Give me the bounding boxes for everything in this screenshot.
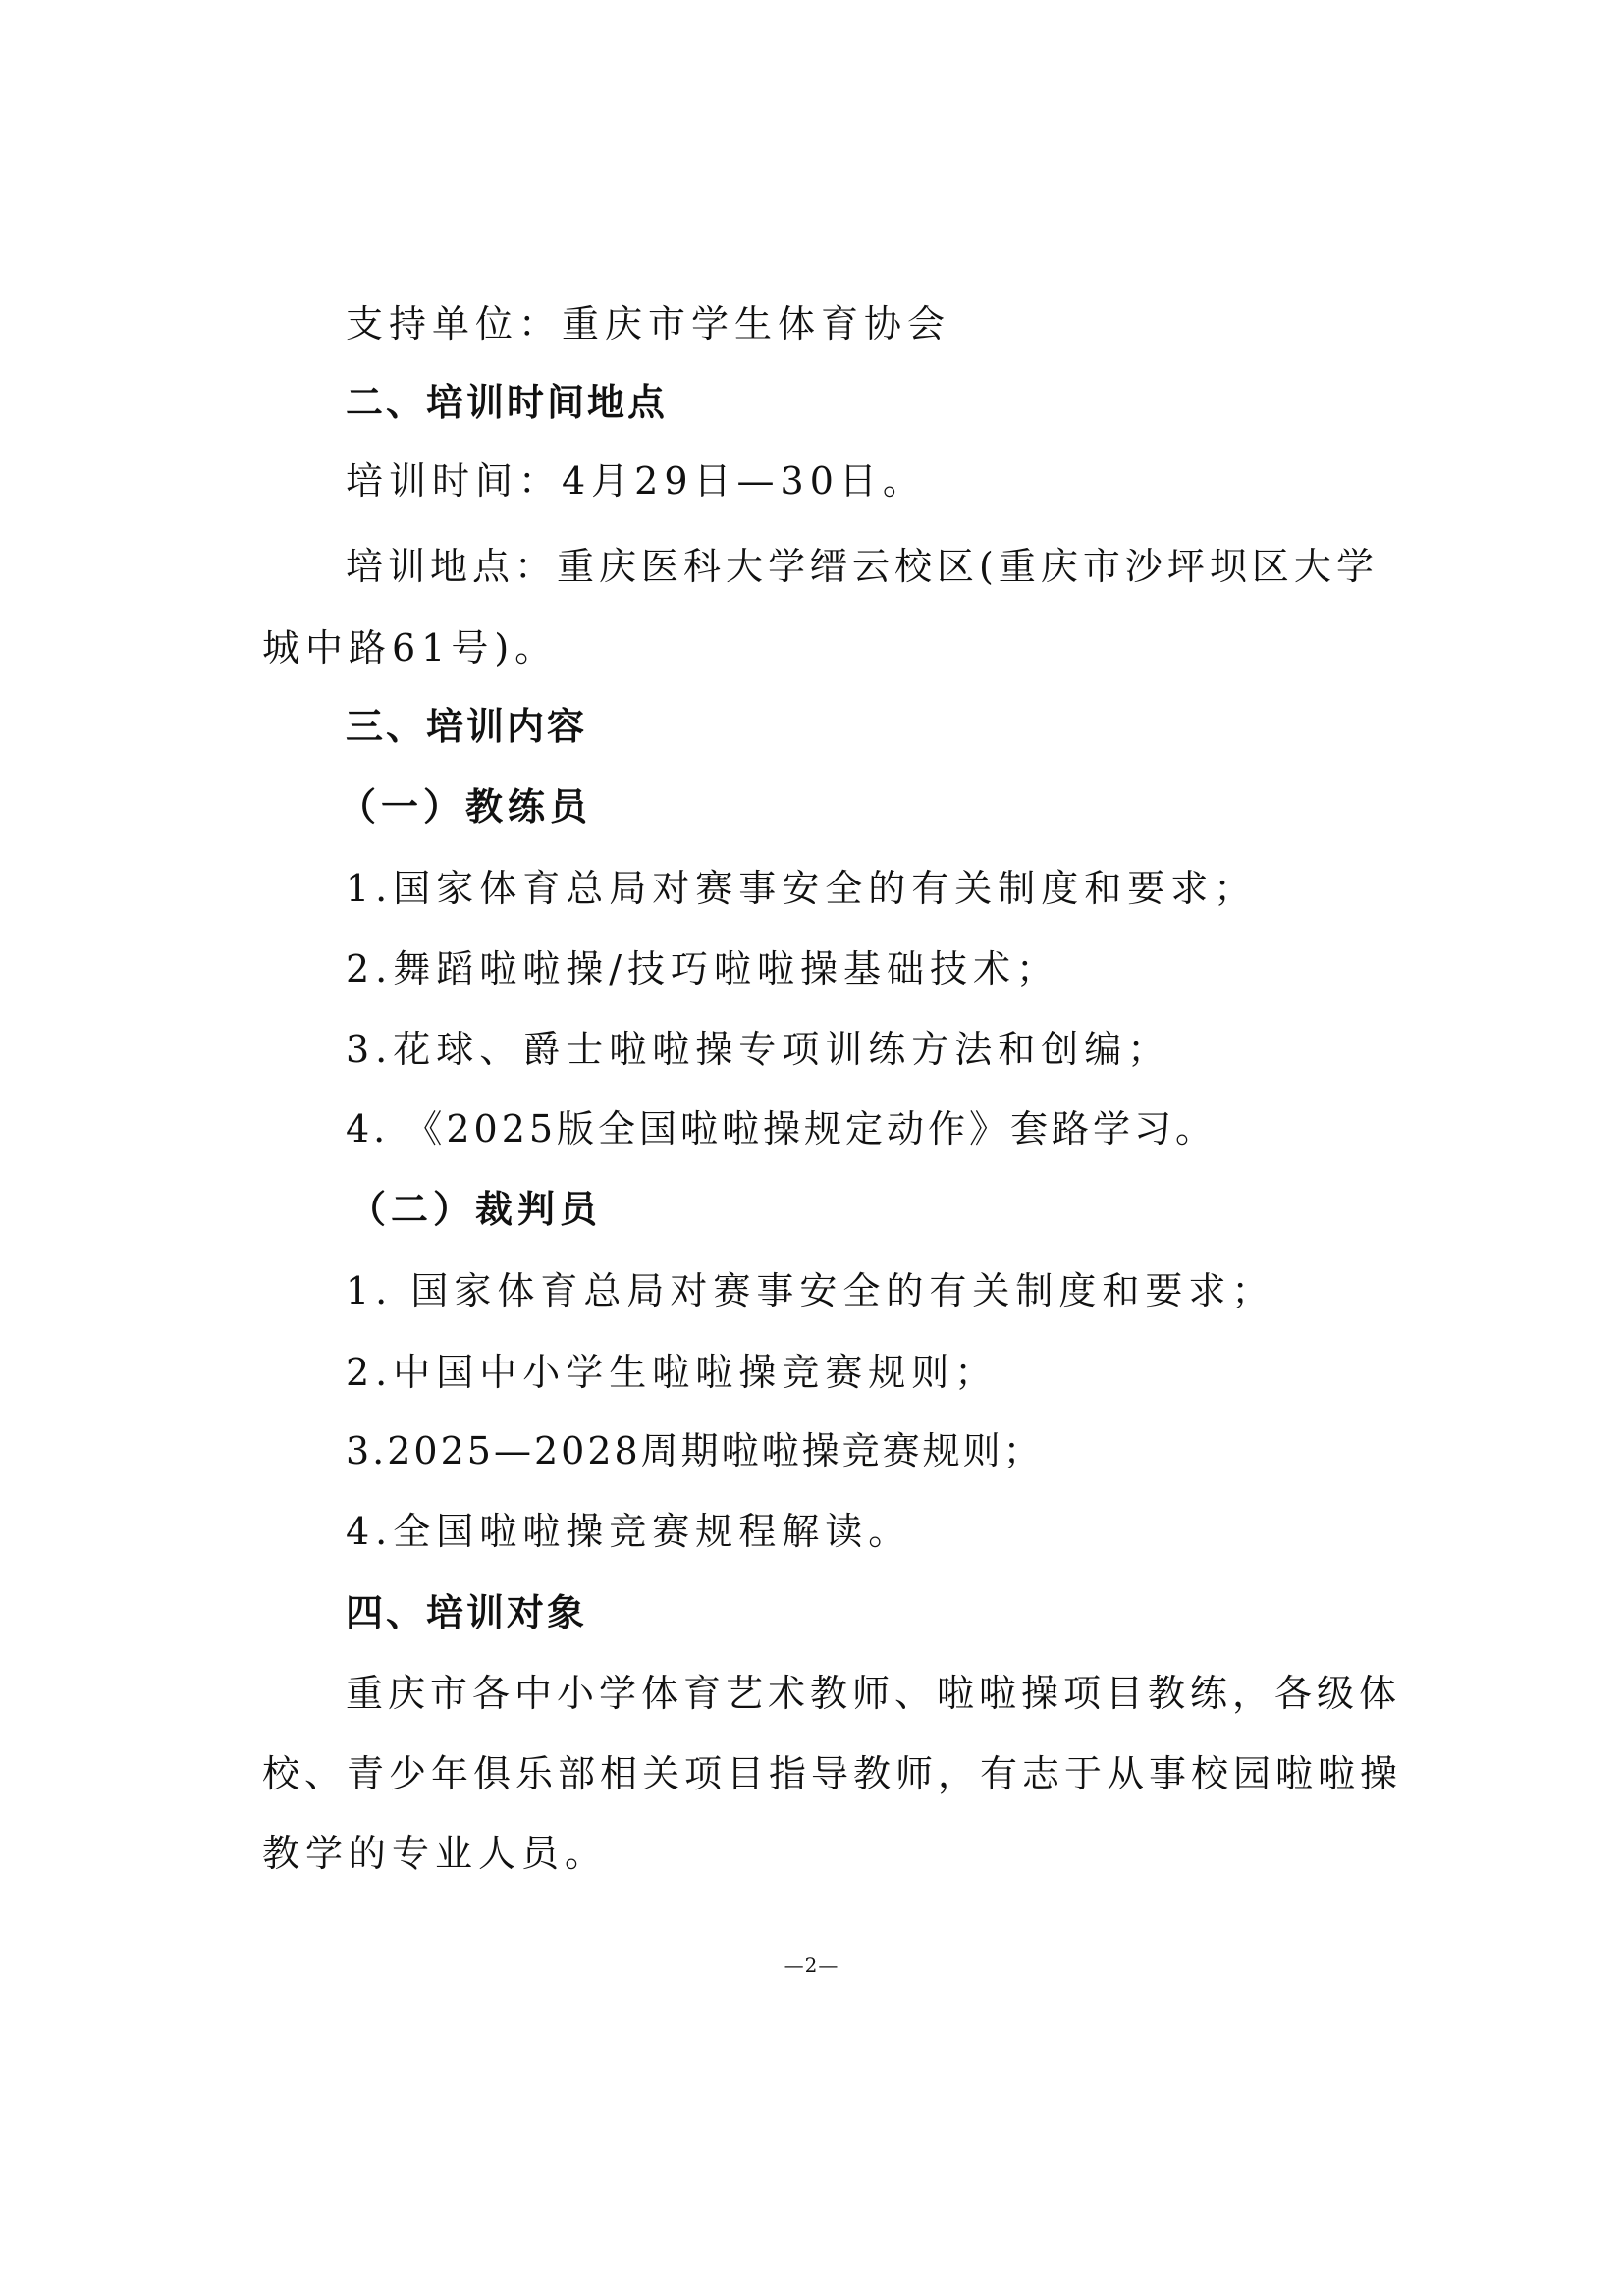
section-2-heading: 二、培训时间地点 [346,381,669,424]
training-location-line2: 城中路61号)。 [262,626,559,669]
referee-item-3: 3.2025—2028周期啦啦操竞赛规则； [346,1429,1044,1472]
audience-line3: 教学的专业人员。 [262,1832,609,1875]
coach-item-4: 4. 《2025版全国啦啦操规定动作》套路学习。 [346,1107,1217,1150]
coach-item-3: 3.花球、爵士啦啦操专项训练方法和创编； [346,1028,1171,1071]
section-4-heading: 四、培训对象 [346,1591,588,1634]
section-3-heading: 三、培训内容 [346,705,588,748]
training-time: 培训时间：4月29日—30日。 [346,459,926,503]
page-number: —2— [784,1953,839,1977]
referee-item-4: 4.全国啦啦操竞赛规程解读。 [346,1510,912,1553]
training-location-line1: 培训地点：重庆医科大学缙云校区(重庆市沙坪坝区大学 [346,545,1379,588]
audience-line1: 重庆市各中小学体育艺术教师、啦啦操项目教练，各级体 [346,1672,1402,1715]
audience-line2: 校、青少年俱乐部相关项目指导教师，有志于从事校园啦啦操 [262,1752,1403,1795]
support-unit: 支持单位：重庆市学生体育协会 [346,302,951,346]
coach-item-1: 1.国家体育总局对赛事安全的有关制度和要求； [346,867,1258,910]
coach-item-2: 2.舞蹈啦啦操/技巧啦啦操基础技术； [346,947,1060,990]
coach-heading: （一）教练员 [339,784,593,828]
referee-item-1: 1. 国家体育总局对赛事安全的有关制度和要求； [346,1269,1275,1312]
referee-heading: （二）裁判员 [349,1187,603,1231]
referee-item-2: 2.中国中小学生啦啦操竞赛规则； [346,1351,999,1394]
